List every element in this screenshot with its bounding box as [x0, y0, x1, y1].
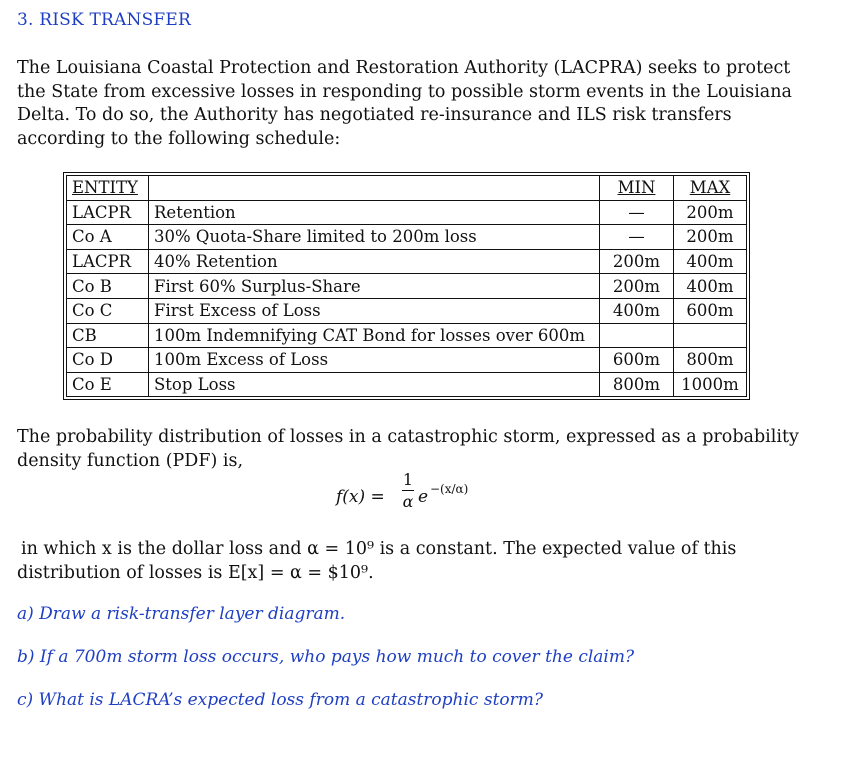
entity-cell: Co A [67, 225, 149, 250]
description-cell: 100m Excess of Loss [149, 348, 600, 373]
description-cell: 40% Retention [149, 249, 600, 274]
expected-value-line-1: in which x is the dollar loss and α = 10⁹ is a constant. The expected value of this [21, 539, 737, 559]
max-cell: 800m [674, 348, 747, 373]
max-cell: 600m [674, 298, 747, 323]
description-cell: First 60% Surplus-Share [149, 274, 600, 299]
question-a: a) Draw a risk-transfer layer diagram. [17, 604, 346, 624]
min-cell: 400m [600, 298, 674, 323]
entity-cell: Co E [67, 372, 149, 397]
expected-value-line-2: distribution of losses is E[x] = α = $10⁹. [17, 562, 374, 583]
header-entity: ENTITY [67, 176, 149, 201]
table-row [67, 372, 747, 397]
formula-denominator: α [402, 492, 414, 511]
entity-cell: LACPR [67, 200, 149, 225]
entity-cell: CB [67, 323, 149, 348]
min-cell: 600m [600, 348, 674, 373]
header-description [149, 176, 600, 201]
table-row [67, 323, 747, 348]
formula-lhs: f(x) = [336, 487, 385, 507]
intro-paragraph: The Louisiana Coastal Protection and Restoration Authority (LACPRA) seeks to protect the State from excessive losses in responding to possible storm events in the Louisiana Delta. To do so, the Authority has negotiated re-insurance and ILS risk transfers according to the following schedule: [17, 58, 792, 149]
table-row [67, 274, 747, 299]
min-cell: — [600, 200, 674, 225]
min-cell: 800m [600, 372, 674, 397]
min-cell [600, 323, 674, 348]
max-cell: 200m [674, 225, 747, 250]
max-cell: 200m [674, 200, 747, 225]
table-row [67, 200, 747, 225]
description-cell: 100m Indemnifying CAT Bond for losses over 600m [149, 323, 600, 348]
table-row [67, 348, 747, 373]
min-cell: 200m [600, 249, 674, 274]
question-b: b) If a 700m storm loss occurs, who pays how much to cover the claim? [17, 647, 635, 667]
max-cell: 400m [674, 249, 747, 274]
entity-cell: Co C [67, 298, 149, 323]
question-c: c) What is LACRA’s expected loss from a catastrophic storm? [17, 690, 544, 710]
table-row [67, 249, 747, 274]
min-cell: — [600, 225, 674, 250]
formula-exponent: −(x/α) [430, 482, 469, 496]
header-min: MIN [600, 176, 674, 201]
risk-transfer-schedule-table [63, 172, 750, 400]
table-header-row [67, 176, 747, 201]
max-cell: 400m [674, 274, 747, 299]
min-cell: 200m [600, 274, 674, 299]
formula-fraction [400, 470, 416, 513]
table-row [67, 225, 747, 250]
entity-cell: Co B [67, 274, 149, 299]
description-cell: Stop Loss [149, 372, 600, 397]
header-max: MAX [674, 176, 747, 201]
entity-cell: LACPR [67, 249, 149, 274]
section-title: 3. RISK TRANSFER [17, 10, 192, 30]
description-cell: 30% Quota-Share limited to 200m loss [149, 225, 600, 250]
max-cell [674, 323, 747, 348]
table-row [67, 298, 747, 323]
expected-value-paragraph [17, 538, 817, 585]
description-cell: Retention [149, 200, 600, 225]
pdf-description-paragraph: The probability distribution of losses in a catastrophic storm, expressed as a probability density function (PDF) is, [17, 427, 799, 471]
max-cell: 1000m [674, 372, 747, 397]
formula-base: e [418, 487, 429, 507]
formula-numerator: 1 [402, 470, 414, 489]
description-cell: First Excess of Loss [149, 298, 600, 323]
entity-cell: Co D [67, 348, 149, 373]
